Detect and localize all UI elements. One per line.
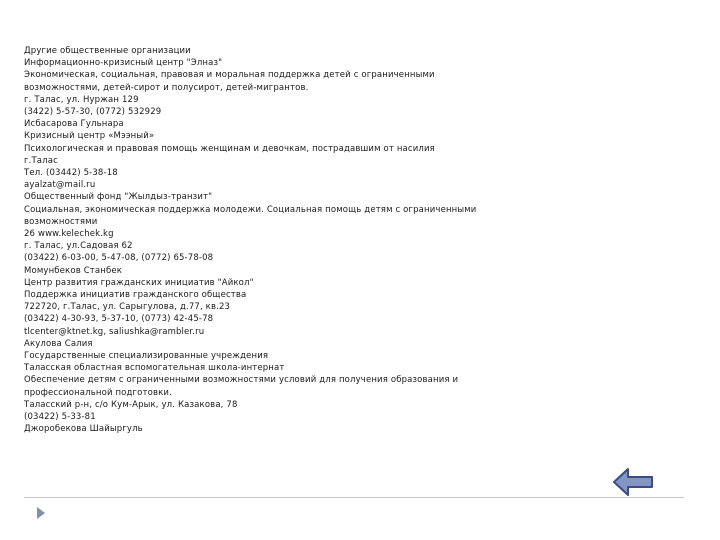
text-line: возможностями [24,216,98,227]
text-line: (03422) 5-33-81 [24,412,96,423]
text-line: г.Талас [24,155,58,166]
left-arrow-icon[interactable] [612,466,654,498]
text-line: г. Талас, ул.Садовая 62 [24,241,133,252]
text-line: Информационно-кризисный центр "Элназ" [24,58,223,69]
text-line: профессиональной подготовки. [24,387,172,398]
website-link[interactable]: 26 www.kelechek.kg [24,229,114,240]
email-link[interactable]: ayalzat@mail.ru [24,180,96,191]
text-line: Общественный фонд "Жылдыз-транзит" [24,192,213,203]
text-line: Центр развития гражданских инициатив "Айкол" [24,277,254,288]
footer-divider [24,497,684,498]
text-line: (03422) 4-30-93, 5-37-10, (0773) 42-45-78 [24,314,214,325]
document-text [24,45,584,436]
text-line: Экономическая, социальная, правовая и моральная поддержка детей с ограниченными [24,70,435,81]
text-line: г. Талас, ул. Нуржан 129 [24,94,139,105]
text-line: Психологическая и правовая помощь женщинам и девочкам, пострадавшим от насилия [24,143,435,154]
text-line: Поддержка инициатив гражданского общества [24,290,247,301]
text-line: 722720, г.Талас, ул. Сарыгулова, д.77, кв.23 [24,302,231,313]
email-link[interactable]: tlcenter@ktnet.kg, saliushka@rambler.ru [24,326,205,337]
text-line: Акулова Салия [24,338,93,349]
text-line: Момунбеков Станбек [24,265,123,276]
arrow-shape [614,469,652,495]
text-line: Джоробекова Шайыргуль [24,424,143,435]
text-line: Кризисный центр «Мээный» [24,131,155,142]
text-line: Другие общественные организации [24,46,191,56]
text-line: возможностями, детей-сирот и полусирот, детей-мигрантов. [24,82,309,93]
text-line: Социальная, экономическая поддержка молодежи. Социальная помощь детям с ограниченными [24,204,477,215]
text-line: Тел. (03442) 5-38-18 [24,168,118,179]
text-line: Обеспечение детям с ограниченными возможностями условий для получения образования и [24,375,459,386]
text-line: Таласский р-н, с/о Кум-Арык, ул. Казакова, 78 [24,399,238,410]
text-line: Государственные специализированные учреждения [24,351,269,362]
triangle-bullet-icon [37,507,45,519]
text-line: (3422) 5-57-30, (0772) 532929 [24,107,162,118]
text-line: Таласская областная вспомогательная школа-интернат [24,363,285,374]
text-line: (03422) 6-03-00, 5-47-08, (0772) 65-78-08 [24,253,214,264]
text-line: Исбасарова Гульнара [24,119,124,130]
